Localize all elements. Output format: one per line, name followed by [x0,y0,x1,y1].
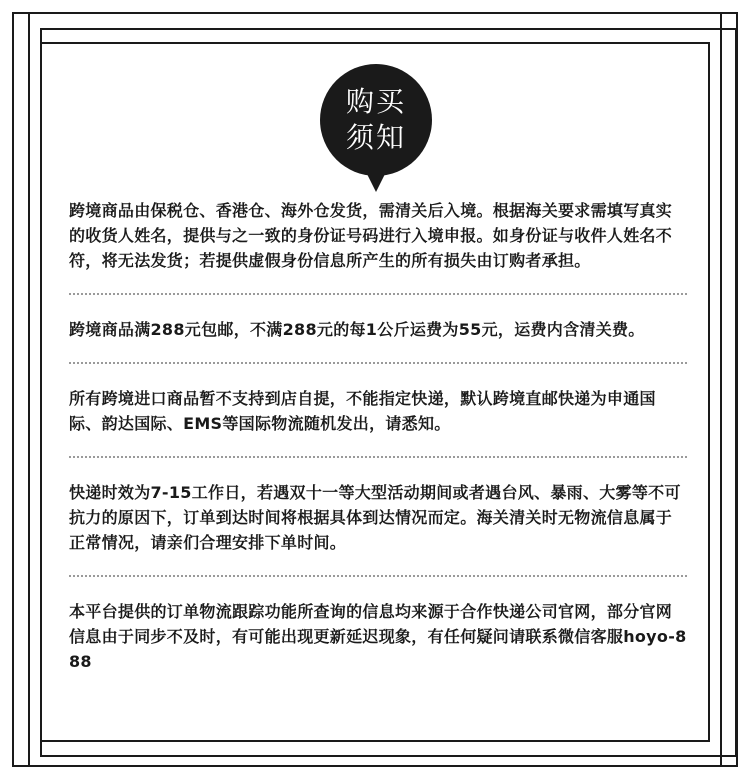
dotted-divider [69,456,687,458]
notice-logistics-tracking: 本平台提供的订单物流跟踪功能所查询的信息均来源于合作快递公司官网，部分官网信息由于同步不及时，有可能出现更新延迟现象，有任何疑问请联系微信客服hoyo-888 [69,602,687,671]
badge-title-line-1: 购买 [345,85,406,118]
dotted-divider [69,293,687,295]
notice-customs-clearance: 跨境商品由保税仓、香港仓、海外仓发货，需清关后入境。根据海关要求需填写真实的收货人姓名，提供与之一致的身份证号码进行入境申报。如身份证与收件人姓名不符，将无法发货；若提供虚假身份信息所产生的所有损失由订购者承担。 [69,201,673,270]
badge-title-line-2: 须知 [345,121,406,154]
dotted-divider [69,362,687,364]
notice-list [69,198,687,674]
purchase-notice-badge [320,64,432,176]
notice-delivery-carrier: 所有跨境进口商品暂不支持到店自提，不能指定快递，默认跨境直邮快递为申通国际、韵达国际、EMS等国际物流随机发出，请悉知。 [69,389,656,433]
notice-shipping-fee: 跨境商品满288元包邮，不满288元的每1公斤运费为55元，运费内含清关费。 [69,320,645,339]
notice-delivery-time: 快递时效为7-15工作日，若遇双十一等大型活动期间或者遇台风、暴雨、大雾等不可抗力的原因下，订单到达时间将根据具体到达情况而定。海关清关时无物流信息属于正常情况，请亲们合理安排下单时间。 [69,483,681,552]
dotted-divider [69,575,687,577]
